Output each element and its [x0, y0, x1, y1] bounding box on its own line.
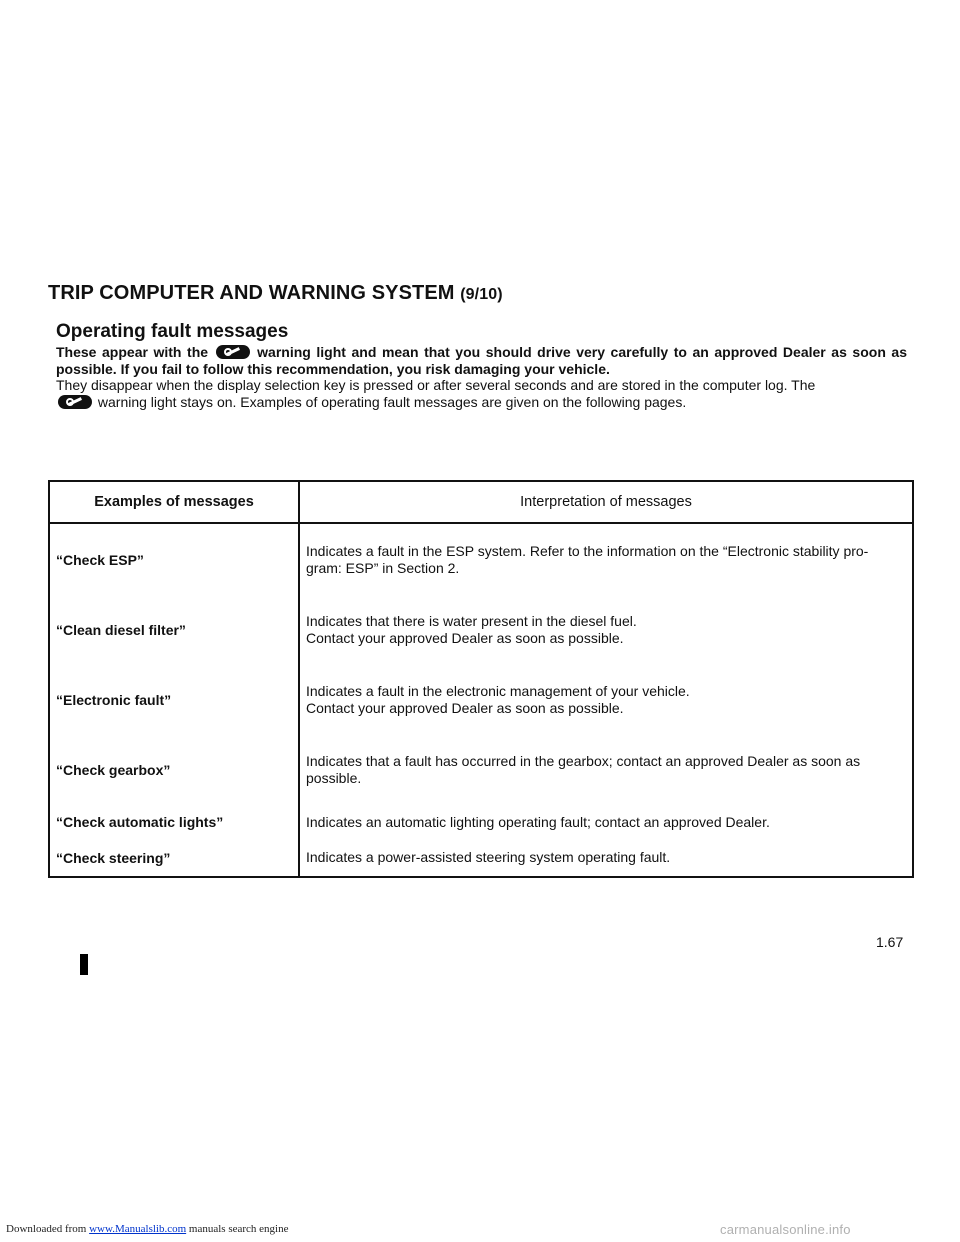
table-row	[49, 840, 913, 877]
intro-bold-before: These appear with the	[56, 344, 209, 360]
interpretation-line: Indicates that there is water present in the diesel fuel.	[306, 613, 637, 630]
interpretation-line: Contact your approved Dealer as soon as possible.	[306, 630, 624, 647]
header-interpretation: Interpretation of messages	[299, 481, 913, 523]
table-row	[49, 805, 913, 840]
table-row	[49, 595, 913, 665]
footer-prefix: Downloaded from	[6, 1223, 87, 1235]
intro-warning-paragraph	[56, 344, 907, 377]
table-row	[49, 665, 913, 735]
interpretation-line: Indicates that a fault has occurred in the gearbox; contact an approved Dealer as soon as	[306, 752, 861, 769]
service-wrench-icon	[58, 395, 92, 409]
interpretation-line: Indicates an automatic lighting operating fault; contact an approved Dealer.	[306, 813, 770, 830]
intro-normal-after: warning light stays on. Examples of operating fault messages are given on the following pages.	[97, 393, 687, 410]
message-cell: “Check gearbox”	[49, 735, 299, 805]
footer-download-note	[6, 1223, 288, 1235]
message-cell: “Electronic fault”	[49, 665, 299, 735]
interpretation-line: possible.	[306, 769, 362, 786]
message-cell: “Check ESP”	[49, 523, 299, 595]
table-row	[49, 523, 913, 595]
header-examples: Examples of messages	[49, 481, 299, 523]
table-row	[49, 735, 913, 805]
intro-normal: They disappear when the display selection key is pressed or after several seconds and are stored in the computer log. The	[56, 377, 816, 393]
interpretation-cell	[299, 665, 913, 735]
page-title	[48, 282, 503, 305]
interpretation-line: Indicates a power-assisted steering system operating fault.	[306, 849, 671, 866]
interpretation-line: Indicates a fault in the ESP system. Refer to the information on the “Electronic stability pro-	[306, 542, 869, 559]
message-cell: “Clean diesel filter”	[49, 595, 299, 665]
manualslib-link[interactable]: www.Manualslib.com	[89, 1223, 187, 1235]
table-header-row	[49, 481, 913, 523]
intro-text	[56, 344, 907, 410]
edge-marker	[80, 954, 88, 975]
fault-messages-table	[48, 480, 914, 878]
footer-suffix: manuals search engine	[188, 1223, 289, 1235]
message-cell: “Check automatic lights”	[49, 805, 299, 840]
page-number: 1.67	[876, 934, 904, 950]
interpretation-line: Indicates a fault in the electronic management of your vehicle.	[306, 682, 690, 699]
interpretation-cell	[299, 805, 913, 840]
interpretation-cell	[299, 595, 913, 665]
page-title-suffix: (9/10)	[460, 286, 503, 303]
service-wrench-icon	[216, 345, 250, 359]
interpretation-cell	[299, 735, 913, 805]
interpretation-cell	[299, 840, 913, 877]
section-heading: Operating fault messages	[56, 321, 289, 342]
intro-bold-after: warning light and mean that you should drive very carefully to an approved Dealer as soon as possible. If you fail to follow this recommendation, you risk damaging your vehicle.	[56, 344, 907, 377]
interpretation-cell	[299, 523, 913, 595]
message-cell: “Check steering”	[49, 840, 299, 877]
interpretation-line: gram: ESP” in Section 2.	[306, 559, 460, 576]
interpretation-line: Contact your approved Dealer as soon as possible.	[306, 699, 624, 716]
watermark-text: carmanualsonline.info	[720, 1222, 851, 1237]
page-title-main: TRIP COMPUTER AND WARNING SYSTEM	[48, 282, 455, 304]
intro-info-paragraph	[56, 377, 907, 410]
